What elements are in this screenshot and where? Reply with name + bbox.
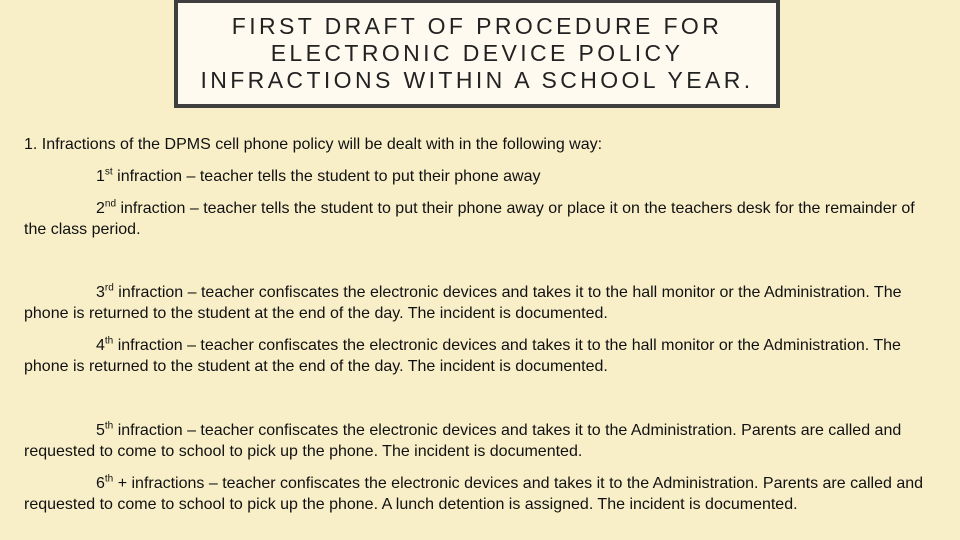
infraction-text: infraction – teacher confiscates the electronic devices and takes it to the hall monitor or the Administration. The phone is returned to the student at the end of the day. The incident is documented. — [24, 284, 902, 322]
page-title: FIRST DRAFT OF PROCEDURE FOR ELECTRONIC DEVICE POLICY INFRACTIONS WITHIN A SCHOOL YEAR. — [200, 13, 754, 93]
infraction-6 — [24, 473, 924, 515]
infraction-ordinal: th — [104, 335, 114, 347]
infraction-number: 1 — [96, 168, 105, 185]
infraction-4 — [24, 335, 924, 377]
infraction-text: infraction – teacher tells the student to put their phone away — [112, 168, 541, 185]
infraction-text: infraction – teacher confiscates the electronic devices and takes it to the hall monitor or the Administration. The phone is returned to the student at the end of the day. The incident is documented. — [24, 337, 901, 375]
infraction-1 — [24, 166, 924, 187]
infraction-number: 6 — [96, 475, 105, 492]
intro-line: 1. Infractions of the DPMS cell phone policy will be dealt with in the following way: — [24, 136, 603, 153]
infraction-ordinal: th — [104, 420, 114, 432]
infraction-2 — [24, 198, 924, 240]
infraction-ordinal: th — [104, 473, 114, 485]
infraction-number: 2 — [96, 200, 105, 217]
infraction-3 — [24, 282, 924, 324]
infraction-text: infraction – teacher confiscates the electronic devices and takes it to the Administration. Parents are called and requested to come to school to pick up the phone. The incident is documented. — [24, 422, 902, 460]
policy-content — [24, 134, 924, 515]
infraction-5 — [24, 420, 924, 462]
infraction-text: infraction – teacher tells the student to put their phone away or place it on the teachers desk for the remainder of the class period. — [24, 200, 915, 238]
infraction-ordinal: nd — [104, 198, 117, 210]
infraction-number: 4 — [96, 337, 105, 354]
infraction-text: + infractions – teacher confiscates the electronic devices and takes it to the Administration. Parents are called and requested to come to school to pick up the phone. A lunch detention is assigned. The incident is documented. — [24, 475, 924, 513]
infraction-number: 5 — [96, 422, 105, 439]
infraction-ordinal: st — [104, 166, 113, 178]
infraction-number: 3 — [96, 284, 105, 301]
title-box — [174, 0, 780, 108]
infraction-ordinal: rd — [104, 282, 114, 294]
